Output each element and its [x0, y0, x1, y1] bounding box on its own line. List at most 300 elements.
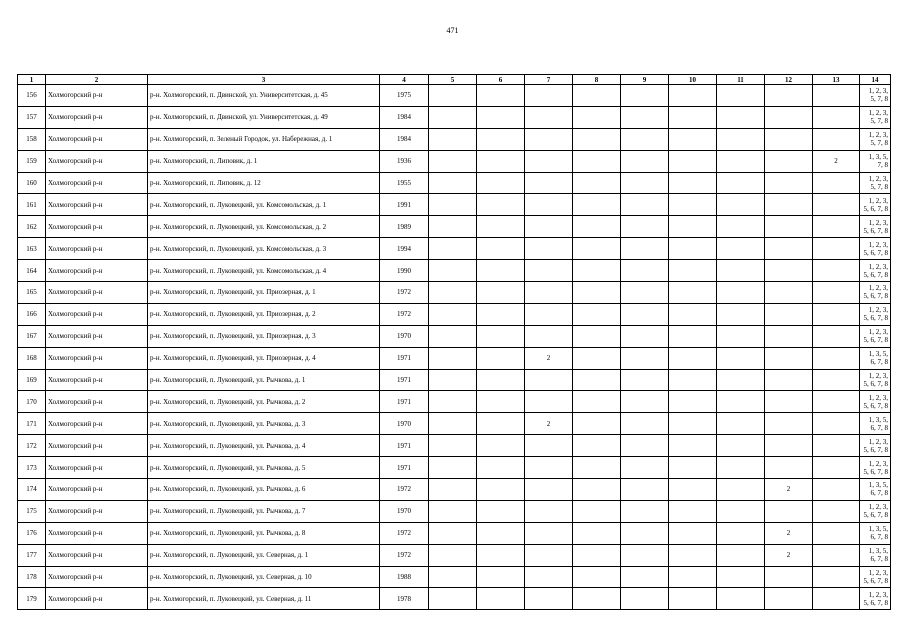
column-12-cell: [765, 238, 813, 260]
column-11-cell: [717, 522, 765, 544]
column-9-cell: [621, 566, 669, 588]
column-14-cell: 1, 3, 5, 7, 8: [860, 150, 891, 172]
column-9-cell: [621, 457, 669, 479]
address-cell: р-н. Холмогорский, п. Луковецкий, ул. Рычкова, д. 5: [148, 457, 380, 479]
column-13-cell: [813, 588, 860, 610]
column-6-cell: [477, 347, 525, 369]
column-header: 4: [380, 75, 429, 85]
column-9-cell: [621, 391, 669, 413]
column-14-cell: 1, 3, 5, 6, 7, 8: [860, 522, 891, 544]
column-5-cell: [429, 303, 477, 325]
table-header-row: [18, 75, 891, 85]
column-13-cell: [813, 106, 860, 128]
column-12-cell: [765, 150, 813, 172]
column-10-cell: [669, 522, 717, 544]
row-number-cell: 170: [18, 391, 46, 413]
column-9-cell: [621, 216, 669, 238]
column-9-cell: [621, 325, 669, 347]
column-11-cell: [717, 413, 765, 435]
column-10-cell: [669, 282, 717, 304]
address-cell: р-н. Холмогорский, п. Луковецкий, ул. Приозерная, д. 3: [148, 325, 380, 347]
column-8-cell: [573, 128, 621, 150]
column-9-cell: [621, 172, 669, 194]
column-9-cell: [621, 500, 669, 522]
column-12-cell: [765, 282, 813, 304]
column-14-cell: 1, 2, 3, 5, 6, 7, 8: [860, 457, 891, 479]
column-12-cell: 2: [765, 479, 813, 501]
column-9-cell: [621, 106, 669, 128]
column-6-cell: [477, 479, 525, 501]
column-header: 5: [429, 75, 477, 85]
column-header: 9: [621, 75, 669, 85]
row-number-cell: 161: [18, 194, 46, 216]
column-13-cell: [813, 369, 860, 391]
column-6-cell: [477, 325, 525, 347]
column-14-cell: 1, 3, 5, 6, 7, 8: [860, 544, 891, 566]
year-cell: 1970: [380, 500, 429, 522]
column-7-cell: [525, 369, 573, 391]
column-8-cell: [573, 216, 621, 238]
column-10-cell: [669, 260, 717, 282]
column-8-cell: [573, 369, 621, 391]
address-cell: р-н. Холмогорский, п. Луковецкий, ул. Комсомольская, д. 1: [148, 194, 380, 216]
table-row: [18, 500, 891, 522]
column-9-cell: [621, 128, 669, 150]
address-cell: р-н. Холмогорский, п. Луковецкий, ул. Рычкова, д. 6: [148, 479, 380, 501]
year-cell: 1970: [380, 413, 429, 435]
column-13-cell: [813, 566, 860, 588]
column-10-cell: [669, 479, 717, 501]
column-12-cell: [765, 85, 813, 107]
column-12-cell: [765, 172, 813, 194]
column-6-cell: [477, 106, 525, 128]
table-row: [18, 238, 891, 260]
district-cell: Холмогорский р-н: [46, 544, 148, 566]
address-cell: р-н. Холмогорский, п. Липовик, д. 12: [148, 172, 380, 194]
column-8-cell: [573, 238, 621, 260]
column-13-cell: [813, 194, 860, 216]
address-cell: р-н. Холмогорский, п. Луковецкий, ул. Приозерная, д. 4: [148, 347, 380, 369]
column-header: 13: [813, 75, 860, 85]
table-body: [18, 85, 891, 610]
district-cell: Холмогорский р-н: [46, 194, 148, 216]
column-10-cell: [669, 588, 717, 610]
column-7-cell: [525, 172, 573, 194]
column-13-cell: [813, 544, 860, 566]
column-13-cell: [813, 282, 860, 304]
column-14-cell: 1, 2, 3, 5, 7, 8: [860, 85, 891, 107]
column-13-cell: [813, 238, 860, 260]
column-10-cell: [669, 435, 717, 457]
column-10-cell: [669, 369, 717, 391]
row-number-cell: 158: [18, 128, 46, 150]
district-cell: Холмогорский р-н: [46, 457, 148, 479]
year-cell: 1972: [380, 544, 429, 566]
column-11-cell: [717, 544, 765, 566]
year-cell: 1971: [380, 391, 429, 413]
column-5-cell: [429, 435, 477, 457]
column-10-cell: [669, 172, 717, 194]
column-7-cell: [525, 106, 573, 128]
district-cell: Холмогорский р-н: [46, 303, 148, 325]
column-9-cell: [621, 194, 669, 216]
table-row: [18, 479, 891, 501]
row-number-cell: 163: [18, 238, 46, 260]
column-8-cell: [573, 500, 621, 522]
column-5-cell: [429, 544, 477, 566]
column-header: 12: [765, 75, 813, 85]
year-cell: 1971: [380, 369, 429, 391]
address-cell: р-н. Холмогорский, п. Луковецкий, ул. Рычкова, д. 8: [148, 522, 380, 544]
address-cell: р-н. Холмогорский, п. Луковецкий, ул. Рычкова, д. 2: [148, 391, 380, 413]
column-8-cell: [573, 566, 621, 588]
address-cell: р-н. Холмогорский, п. Луковецкий, ул. Рычкова, д. 1: [148, 369, 380, 391]
column-14-cell: 1, 3, 5, 6, 7, 8: [860, 479, 891, 501]
column-7-cell: [525, 303, 573, 325]
table-row: [18, 303, 891, 325]
column-12-cell: [765, 588, 813, 610]
column-6-cell: [477, 413, 525, 435]
column-5-cell: [429, 347, 477, 369]
column-10-cell: [669, 128, 717, 150]
column-11-cell: [717, 106, 765, 128]
district-cell: Холмогорский р-н: [46, 522, 148, 544]
column-6-cell: [477, 435, 525, 457]
column-13-cell: [813, 172, 860, 194]
district-cell: Холмогорский р-н: [46, 325, 148, 347]
column-10-cell: [669, 413, 717, 435]
column-5-cell: [429, 128, 477, 150]
table-row: [18, 369, 891, 391]
column-13-cell: [813, 303, 860, 325]
column-6-cell: [477, 303, 525, 325]
column-11-cell: [717, 566, 765, 588]
column-14-cell: 1, 2, 3, 5, 7, 8: [860, 128, 891, 150]
column-8-cell: [573, 194, 621, 216]
column-9-cell: [621, 282, 669, 304]
column-11-cell: [717, 435, 765, 457]
district-cell: Холмогорский р-н: [46, 128, 148, 150]
row-number-cell: 175: [18, 500, 46, 522]
column-11-cell: [717, 391, 765, 413]
row-number-cell: 172: [18, 435, 46, 457]
column-5-cell: [429, 457, 477, 479]
column-6-cell: [477, 128, 525, 150]
table-row: [18, 216, 891, 238]
year-cell: 1972: [380, 522, 429, 544]
column-14-cell: 1, 2, 3, 5, 6, 7, 8: [860, 194, 891, 216]
year-cell: 1988: [380, 566, 429, 588]
year-cell: 1991: [380, 194, 429, 216]
district-cell: Холмогорский р-н: [46, 282, 148, 304]
column-7-cell: [525, 150, 573, 172]
column-6-cell: [477, 544, 525, 566]
column-8-cell: [573, 260, 621, 282]
column-6-cell: [477, 282, 525, 304]
year-cell: 1955: [380, 172, 429, 194]
column-10-cell: [669, 457, 717, 479]
year-cell: 1975: [380, 85, 429, 107]
column-5-cell: [429, 522, 477, 544]
table-row: [18, 194, 891, 216]
column-8-cell: [573, 479, 621, 501]
column-14-cell: 1, 2, 3, 5, 7, 8: [860, 106, 891, 128]
row-number-cell: 168: [18, 347, 46, 369]
column-5-cell: [429, 194, 477, 216]
district-cell: Холмогорский р-н: [46, 216, 148, 238]
column-8-cell: [573, 325, 621, 347]
address-cell: р-н. Холмогорский, п. Луковецкий, ул. Комсомольская, д. 2: [148, 216, 380, 238]
column-7-cell: 2: [525, 347, 573, 369]
column-header: 3: [148, 75, 380, 85]
housing-registry-table: [17, 74, 891, 610]
district-cell: Холмогорский р-н: [46, 260, 148, 282]
column-14-cell: 1, 2, 3, 5, 6, 7, 8: [860, 260, 891, 282]
year-cell: 1990: [380, 260, 429, 282]
column-13-cell: [813, 128, 860, 150]
address-cell: р-н. Холмогорский, п. Луковецкий, ул. Северная, д. 10: [148, 566, 380, 588]
year-cell: 1984: [380, 128, 429, 150]
column-9-cell: [621, 347, 669, 369]
column-6-cell: [477, 522, 525, 544]
column-9-cell: [621, 588, 669, 610]
column-13-cell: [813, 435, 860, 457]
table-row: [18, 391, 891, 413]
row-number-cell: 160: [18, 172, 46, 194]
column-7-cell: [525, 457, 573, 479]
column-5-cell: [429, 238, 477, 260]
column-8-cell: [573, 347, 621, 369]
column-11-cell: [717, 172, 765, 194]
column-6-cell: [477, 500, 525, 522]
page-number: 471: [446, 26, 459, 35]
column-header: 1: [18, 75, 46, 85]
column-8-cell: [573, 435, 621, 457]
year-cell: 1978: [380, 588, 429, 610]
column-12-cell: [765, 457, 813, 479]
year-cell: 1970: [380, 325, 429, 347]
column-10-cell: [669, 106, 717, 128]
column-7-cell: [525, 544, 573, 566]
column-12-cell: [765, 128, 813, 150]
column-11-cell: [717, 260, 765, 282]
column-5-cell: [429, 85, 477, 107]
year-cell: 1994: [380, 238, 429, 260]
column-10-cell: [669, 238, 717, 260]
column-8-cell: [573, 85, 621, 107]
column-12-cell: [765, 391, 813, 413]
column-6-cell: [477, 238, 525, 260]
column-13-cell: [813, 347, 860, 369]
column-12-cell: [765, 566, 813, 588]
row-number-cell: 156: [18, 85, 46, 107]
table-row: [18, 435, 891, 457]
table-row: [18, 106, 891, 128]
column-8-cell: [573, 282, 621, 304]
column-12-cell: [765, 260, 813, 282]
column-7-cell: [525, 588, 573, 610]
column-7-cell: [525, 325, 573, 347]
column-7-cell: [525, 216, 573, 238]
district-cell: Холмогорский р-н: [46, 106, 148, 128]
address-cell: р-н. Холмогорский, п. Двинской, ул. Университетская, д. 49: [148, 106, 380, 128]
column-9-cell: [621, 479, 669, 501]
column-10-cell: [669, 544, 717, 566]
column-11-cell: [717, 457, 765, 479]
column-12-cell: [765, 500, 813, 522]
column-11-cell: [717, 479, 765, 501]
column-9-cell: [621, 238, 669, 260]
column-7-cell: [525, 282, 573, 304]
row-number-cell: 165: [18, 282, 46, 304]
column-13-cell: [813, 85, 860, 107]
column-5-cell: [429, 260, 477, 282]
column-8-cell: [573, 522, 621, 544]
column-13-cell: [813, 216, 860, 238]
row-number-cell: 167: [18, 325, 46, 347]
column-8-cell: [573, 106, 621, 128]
table-row: [18, 347, 891, 369]
column-8-cell: [573, 172, 621, 194]
column-5-cell: [429, 566, 477, 588]
column-7-cell: [525, 500, 573, 522]
column-7-cell: [525, 479, 573, 501]
column-7-cell: [525, 260, 573, 282]
table-row: [18, 566, 891, 588]
district-cell: Холмогорский р-н: [46, 500, 148, 522]
column-12-cell: 2: [765, 544, 813, 566]
district-cell: Холмогорский р-н: [46, 435, 148, 457]
row-number-cell: 162: [18, 216, 46, 238]
column-14-cell: 1, 2, 3, 5, 6, 7, 8: [860, 369, 891, 391]
district-cell: Холмогорский р-н: [46, 347, 148, 369]
column-13-cell: [813, 391, 860, 413]
column-header: 2: [46, 75, 148, 85]
column-8-cell: [573, 303, 621, 325]
column-6-cell: [477, 260, 525, 282]
district-cell: Холмогорский р-н: [46, 588, 148, 610]
column-6-cell: [477, 150, 525, 172]
column-11-cell: [717, 150, 765, 172]
column-header: 10: [669, 75, 717, 85]
column-14-cell: 1, 2, 3, 5, 6, 7, 8: [860, 435, 891, 457]
row-number-cell: 173: [18, 457, 46, 479]
column-5-cell: [429, 588, 477, 610]
column-header: 8: [573, 75, 621, 85]
table-row: [18, 260, 891, 282]
address-cell: р-н. Холмогорский, п. Луковецкий, ул. Рычкова, д. 7: [148, 500, 380, 522]
year-cell: 1989: [380, 216, 429, 238]
column-11-cell: [717, 303, 765, 325]
column-5-cell: [429, 282, 477, 304]
column-13-cell: 2: [813, 150, 860, 172]
row-number-cell: 177: [18, 544, 46, 566]
column-9-cell: [621, 303, 669, 325]
column-header: 7: [525, 75, 573, 85]
column-11-cell: [717, 85, 765, 107]
year-cell: 1971: [380, 347, 429, 369]
column-12-cell: [765, 347, 813, 369]
column-11-cell: [717, 128, 765, 150]
year-cell: 1972: [380, 303, 429, 325]
column-7-cell: [525, 522, 573, 544]
column-10-cell: [669, 194, 717, 216]
year-cell: 1936: [380, 150, 429, 172]
column-14-cell: 1, 2, 3, 5, 6, 7, 8: [860, 391, 891, 413]
column-9-cell: [621, 369, 669, 391]
row-number-cell: 171: [18, 413, 46, 435]
column-11-cell: [717, 282, 765, 304]
column-13-cell: [813, 413, 860, 435]
table-row: [18, 544, 891, 566]
column-10-cell: [669, 325, 717, 347]
address-cell: р-н. Холмогорский, п. Луковецкий, ул. Рычкова, д. 3: [148, 413, 380, 435]
table-row: [18, 172, 891, 194]
column-11-cell: [717, 216, 765, 238]
column-7-cell: [525, 194, 573, 216]
table-row: [18, 522, 891, 544]
column-5-cell: [429, 369, 477, 391]
column-7-cell: [525, 238, 573, 260]
column-8-cell: [573, 413, 621, 435]
column-12-cell: [765, 106, 813, 128]
column-7-cell: [525, 85, 573, 107]
column-12-cell: [765, 413, 813, 435]
column-12-cell: [765, 325, 813, 347]
district-cell: Холмогорский р-н: [46, 413, 148, 435]
column-5-cell: [429, 216, 477, 238]
table-row: [18, 85, 891, 107]
column-14-cell: 1, 2, 3, 5, 7, 8: [860, 172, 891, 194]
address-cell: р-н. Холмогорский, п. Луковецкий, ул. Комсомольская, д. 4: [148, 260, 380, 282]
column-8-cell: [573, 544, 621, 566]
column-10-cell: [669, 391, 717, 413]
column-5-cell: [429, 391, 477, 413]
column-8-cell: [573, 391, 621, 413]
column-6-cell: [477, 216, 525, 238]
column-6-cell: [477, 369, 525, 391]
column-10-cell: [669, 303, 717, 325]
column-6-cell: [477, 194, 525, 216]
year-cell: 1971: [380, 457, 429, 479]
district-cell: Холмогорский р-н: [46, 172, 148, 194]
column-6-cell: [477, 391, 525, 413]
column-11-cell: [717, 194, 765, 216]
column-12-cell: [765, 435, 813, 457]
column-10-cell: [669, 85, 717, 107]
year-cell: 1972: [380, 282, 429, 304]
column-5-cell: [429, 479, 477, 501]
column-10-cell: [669, 347, 717, 369]
address-cell: р-н. Холмогорский, п. Луковецкий, ул. Рычкова, д. 4: [148, 435, 380, 457]
address-cell: р-н. Холмогорский, п. Луковецкий, ул. Северная, д. 1: [148, 544, 380, 566]
column-header: 6: [477, 75, 525, 85]
column-14-cell: 1, 3, 5, 6, 7, 8: [860, 413, 891, 435]
year-cell: 1971: [380, 435, 429, 457]
column-14-cell: 1, 2, 3, 5, 6, 7, 8: [860, 325, 891, 347]
column-6-cell: [477, 85, 525, 107]
column-7-cell: 2: [525, 413, 573, 435]
column-9-cell: [621, 435, 669, 457]
column-14-cell: 1, 2, 3, 5, 6, 7, 8: [860, 303, 891, 325]
column-13-cell: [813, 479, 860, 501]
column-13-cell: [813, 325, 860, 347]
column-13-cell: [813, 500, 860, 522]
district-cell: Холмогорский р-н: [46, 566, 148, 588]
row-number-cell: 164: [18, 260, 46, 282]
column-14-cell: 1, 2, 3, 5, 6, 7, 8: [860, 566, 891, 588]
column-9-cell: [621, 260, 669, 282]
